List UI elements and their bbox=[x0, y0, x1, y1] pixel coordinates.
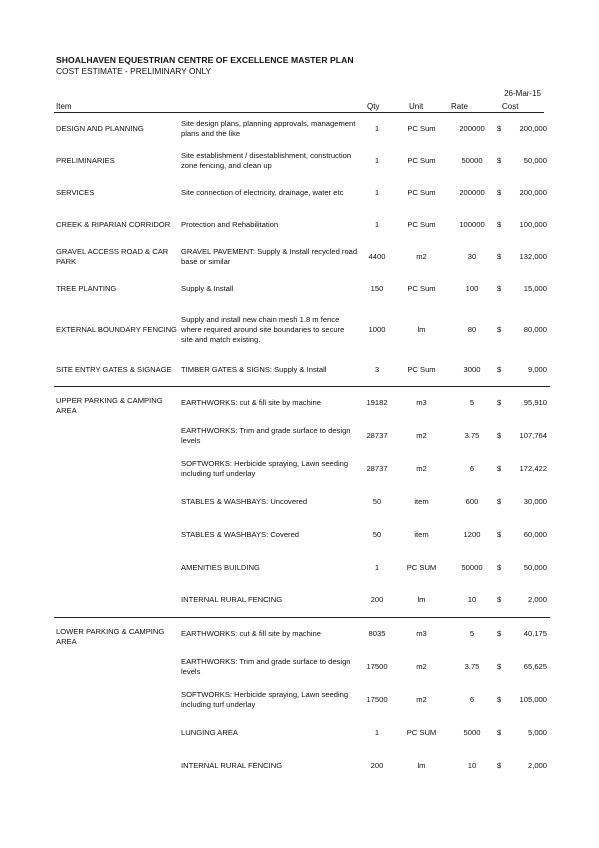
cell-unit: m3 bbox=[396, 386, 447, 419]
cell-unit: item bbox=[414, 496, 429, 506]
cell-qty: 150 bbox=[370, 284, 384, 293]
cell-qty: 1 bbox=[374, 220, 380, 229]
cell-desc: STABLES & WASHBAYS: Uncovered bbox=[181, 496, 308, 506]
cell-unit: m2 bbox=[416, 430, 427, 440]
cell-rate: 50000 bbox=[461, 156, 483, 165]
cell-desc: EARTHWORKS: cut & fill site by machine bbox=[180, 386, 358, 419]
cell-dollar: $ bbox=[497, 529, 502, 539]
cell-item bbox=[54, 485, 180, 518]
cell-dollar: $ bbox=[497, 124, 502, 133]
cell-dollar: $ bbox=[497, 760, 502, 770]
cell-qty: 28737 bbox=[366, 463, 388, 473]
cost-table-body bbox=[54, 113, 550, 782]
cell-desc: Site establishment / disestablishment, construction zone fencing, and clean up bbox=[181, 151, 352, 170]
cell-dollar: $ bbox=[497, 156, 502, 165]
cell-unit: m2 bbox=[416, 694, 427, 704]
table-row bbox=[54, 650, 550, 683]
cell-cost: 95,910 bbox=[509, 386, 550, 419]
table-row bbox=[54, 749, 550, 782]
table-row bbox=[54, 617, 550, 650]
cell-cost: 132,000 bbox=[519, 252, 547, 261]
cell-unit: m2 bbox=[416, 463, 427, 473]
cell-item: DESIGN AND PLANNING bbox=[56, 124, 144, 133]
cell-rate: 5000 bbox=[463, 727, 481, 737]
cell-item: PRELIMINARIES bbox=[56, 156, 115, 165]
cell-rate: 200000 bbox=[459, 188, 485, 197]
cell-desc: INTERNAL RURAL FENCING bbox=[181, 595, 283, 605]
cell-dollar: $ bbox=[497, 496, 502, 506]
column-header-qty: Qty bbox=[367, 102, 380, 111]
cell-rate: 6 bbox=[469, 463, 475, 473]
cell-desc: Site design plans, planning approvals, management plans and the like bbox=[181, 119, 356, 138]
cell-item: EXTERNAL BOUNDARY FENCING bbox=[56, 324, 177, 334]
cell-item bbox=[54, 551, 180, 584]
cell-item bbox=[54, 650, 180, 683]
cell-cost: 172,422 bbox=[519, 463, 547, 473]
cell-desc: Supply and install new chain mesh 1.8 m fence where required around site boundaries to secure site and match existing. bbox=[181, 314, 345, 344]
cell-desc: EARTHWORKS: cut & fill site by machine bbox=[180, 617, 358, 650]
document-date: 26-Mar-15 bbox=[504, 89, 541, 98]
cell-qty: 17500 bbox=[366, 661, 388, 671]
cell-dollar: $ bbox=[497, 284, 502, 293]
table-row bbox=[54, 584, 550, 617]
cell-unit: PC Sum bbox=[407, 124, 436, 133]
cell-unit: PC Sum bbox=[407, 156, 436, 165]
cell-rate: 6 bbox=[469, 694, 475, 704]
cell-desc: EARTHWORKS: Trim and grade surface to design levels bbox=[181, 656, 351, 676]
cell-cost: 200,000 bbox=[519, 188, 547, 197]
cell-unit: PC Sum bbox=[407, 220, 436, 229]
cell-qty: 50 bbox=[372, 529, 382, 539]
cell-desc: TIMBER GATES & SIGNS: Supply & Install bbox=[181, 364, 327, 374]
cell-unit: PC SUM bbox=[406, 562, 437, 572]
cell-qty: 50 bbox=[372, 496, 382, 506]
cell-item: GRAVEL ACCESS ROAD & CAR PARK bbox=[56, 247, 169, 266]
cell-desc: SOFTWORKS: Herbicide spraying, Lawn seeding including turf underlay bbox=[181, 458, 349, 478]
cell-unit: m3 bbox=[396, 617, 447, 650]
cell-dollar: $ bbox=[497, 562, 502, 572]
cell-dollar: $ bbox=[497, 727, 502, 737]
cell-cost: 5,000 bbox=[527, 727, 547, 737]
cell-desc: LUNGING AREA bbox=[181, 727, 238, 737]
cell-rate: 80 bbox=[467, 324, 477, 334]
cell-rate: 100000 bbox=[459, 220, 485, 229]
cell-cost: 50,000 bbox=[523, 156, 547, 165]
cell-cost: 80,000 bbox=[523, 324, 547, 334]
column-header-rate: Rate bbox=[451, 102, 468, 111]
cell-cost: 2,000 bbox=[527, 595, 547, 605]
cell-qty: 4400 bbox=[368, 252, 386, 261]
cell-qty: 28737 bbox=[366, 430, 388, 440]
column-header-unit: Unit bbox=[409, 102, 424, 111]
cell-dollar: $ bbox=[497, 595, 502, 605]
column-header-cost: Cost bbox=[502, 102, 519, 111]
cell-rate: 30 bbox=[467, 252, 477, 261]
cell-qty: 1 bbox=[374, 562, 380, 572]
table-row bbox=[54, 241, 550, 273]
table-row bbox=[54, 386, 550, 419]
cell-cost: 40,175 bbox=[509, 617, 550, 650]
cell-unit: PC Sum bbox=[407, 364, 436, 374]
cell-cost: 200,000 bbox=[519, 124, 547, 133]
cell-desc: SOFTWORKS: Herbicide spraying, Lawn seeding including turf underlay bbox=[181, 689, 349, 709]
cell-dollar: $ bbox=[497, 364, 502, 374]
cell-dollar: $ bbox=[497, 386, 509, 419]
cell-dollar: $ bbox=[497, 188, 502, 197]
cell-rate: 10 bbox=[467, 760, 477, 770]
table-row bbox=[54, 551, 550, 584]
table-row bbox=[54, 209, 550, 241]
cell-cost: 9,000 bbox=[527, 364, 547, 374]
cell-cost: 50,000 bbox=[523, 562, 547, 572]
cell-dollar: $ bbox=[497, 617, 509, 650]
cell-rate: 100 bbox=[465, 284, 479, 293]
cell-rate: 1200 bbox=[463, 529, 481, 539]
cell-cost: 15,000 bbox=[523, 284, 547, 293]
table-row bbox=[54, 305, 550, 354]
cell-cost: 2,000 bbox=[527, 760, 547, 770]
cell-desc: Supply & Install bbox=[181, 284, 234, 293]
cell-item bbox=[54, 716, 180, 749]
table-row bbox=[54, 113, 550, 145]
table-row bbox=[54, 485, 550, 518]
cell-unit: m2 bbox=[416, 661, 427, 671]
cell-dollar: $ bbox=[497, 661, 502, 671]
document-title: SHOALHAVEN EQUESTRIAN CENTRE OF EXCELLENCE MASTER PLAN bbox=[56, 55, 354, 65]
cell-item bbox=[54, 419, 180, 452]
cell-qty: 17500 bbox=[366, 694, 388, 704]
cell-dollar: $ bbox=[497, 694, 502, 704]
cell-unit: m2 bbox=[416, 252, 427, 261]
cell-unit: PC Sum bbox=[407, 188, 436, 197]
cell-rate: 600 bbox=[465, 496, 479, 506]
cell-rate: 3.75 bbox=[464, 661, 480, 671]
cell-qty: 19182 bbox=[358, 386, 396, 419]
cell-dollar: $ bbox=[497, 324, 502, 334]
cell-dollar: $ bbox=[497, 252, 502, 261]
cell-cost: 105,000 bbox=[519, 694, 547, 704]
cell-item: LOWER PARKING & CAMPING AREA bbox=[54, 617, 180, 650]
cost-table bbox=[54, 113, 550, 782]
table-row bbox=[54, 518, 550, 551]
cell-cost: 30,000 bbox=[523, 496, 547, 506]
cell-dollar: $ bbox=[497, 430, 502, 440]
cell-qty: 1 bbox=[374, 124, 380, 133]
cell-unit: lm bbox=[417, 760, 426, 770]
cell-desc: INTERNAL RURAL FENCING bbox=[181, 760, 283, 770]
cell-item bbox=[54, 452, 180, 485]
table-row bbox=[54, 683, 550, 716]
cell-desc: Protection and Rehabilitation bbox=[181, 220, 279, 229]
cell-item: SERVICES bbox=[56, 188, 95, 197]
table-row bbox=[54, 716, 550, 749]
cell-item: SITE ENTRY GATES & SIGNAGE bbox=[56, 364, 172, 374]
table-row bbox=[54, 145, 550, 177]
cell-dollar: $ bbox=[497, 220, 502, 229]
cell-item bbox=[54, 749, 180, 782]
cell-unit: PC Sum bbox=[407, 284, 436, 293]
cell-item bbox=[54, 518, 180, 551]
cell-item: TREE PLANTING bbox=[56, 284, 117, 293]
cell-qty: 8035 bbox=[358, 617, 396, 650]
cell-desc: AMENITIES BUILDING bbox=[181, 562, 260, 572]
cell-desc: GRAVEL PAVEMENT: Supply & Install recycled road base or similar bbox=[181, 247, 358, 266]
cell-desc: Site connection of electricity, drainage, water etc bbox=[181, 188, 344, 197]
cell-desc: STABLES & WASHBAYS: Covered bbox=[181, 529, 300, 539]
cell-rate: 3000 bbox=[463, 364, 481, 374]
cell-dollar: $ bbox=[497, 463, 502, 473]
cell-rate: 10 bbox=[467, 595, 477, 605]
cell-unit: item bbox=[414, 529, 429, 539]
cell-item bbox=[54, 584, 180, 617]
document-subtitle: COST ESTIMATE - PRELIMINARY ONLY bbox=[56, 66, 212, 76]
cell-rate: 5 bbox=[447, 617, 497, 650]
cell-rate: 5 bbox=[447, 386, 497, 419]
cell-qty: 1 bbox=[374, 156, 380, 165]
cell-rate: 50000 bbox=[461, 562, 483, 572]
cell-item: UPPER PARKING & CAMPING AREA bbox=[54, 386, 180, 419]
cell-item bbox=[54, 683, 180, 716]
table-row bbox=[54, 354, 550, 386]
table-row bbox=[54, 273, 550, 305]
cell-cost: 100,000 bbox=[519, 220, 547, 229]
cell-unit: lm bbox=[417, 324, 426, 334]
cell-qty: 1 bbox=[374, 727, 380, 737]
cell-unit: lm bbox=[417, 595, 426, 605]
cell-qty: 1000 bbox=[368, 324, 386, 334]
cell-desc: EARTHWORKS: Trim and grade surface to design levels bbox=[181, 425, 351, 445]
cell-cost: 60,000 bbox=[523, 529, 547, 539]
column-header-item: Item bbox=[56, 102, 72, 111]
cell-cost: 65,625 bbox=[523, 661, 547, 671]
cell-qty: 200 bbox=[370, 595, 384, 605]
cell-item: CREEK & RIPARIAN CORRIDOR bbox=[56, 220, 171, 229]
table-row bbox=[54, 419, 550, 452]
cell-rate: 3.75 bbox=[464, 430, 480, 440]
cell-qty: 1 bbox=[374, 188, 380, 197]
cell-unit: PC SUM bbox=[406, 727, 437, 737]
cell-qty: 3 bbox=[374, 364, 380, 374]
cell-cost: 107,764 bbox=[519, 430, 547, 440]
cell-rate: 200000 bbox=[459, 124, 485, 133]
table-row bbox=[54, 452, 550, 485]
table-row bbox=[54, 177, 550, 209]
cell-qty: 200 bbox=[370, 760, 384, 770]
